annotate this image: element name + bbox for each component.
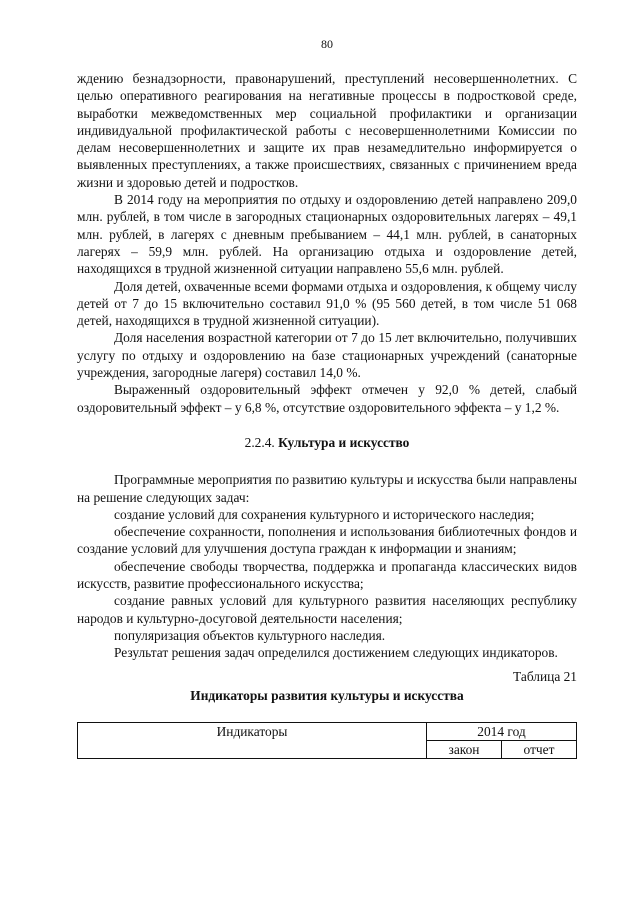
table-header-row [78,723,577,741]
paragraph-health-effect: Выраженный оздоровительный эффект отмечен у 92,0 % детей, слабый оздоровительный эффект – у 6,8 %, отсутствие оздоровительного эффекта – у 1,2 %. [77,382,577,415]
task-item: обеспечение свободы творчества, поддержка и пропаганда классических видов искусств, развитие профессионального искусства; [77,558,577,592]
header-report: отчет [502,741,577,759]
task-item: обеспечение сохранности, пополнения и использования библиотечных фондов и создание условий для улучшения доступа граждан к информации и знаниям; [77,524,577,557]
header-year: 2014 год [427,723,577,741]
indicators-table [77,722,577,759]
header-plan: закон [427,741,502,759]
table-label: Таблица 21 [513,668,577,684]
paragraph-children-share: Доля детей, охваченные всеми формами отдыха и оздоровления, к общему числу детей от 7 до 15 включительно составил 91,0 % (95 560 детей, в том числе 51 068 детей, находящихся в трудной жизненной ситуации). [77,278,577,329]
task-item: популяризация объектов культурного наследия. [114,627,386,643]
task-item: создание равных условий для культурного развития населяющих республику народов и культурно-досуговой деятельности населения; [77,593,577,626]
paragraph-result: Результат решения задач определился достижением следующих индикаторов. [114,645,558,661]
paragraph-funding: В 2014 году на мероприятия по отдыху и оздоровлению детей направлено 209,0 млн. рублей, в том числе в загородных стационарных оздоровительных лагерях – 49,1 млн. рублей, в лагерях с дневным пребыванием – 44,1 млн. рублей, в санаторных лагерях – 59,9 млн. рублей. На организацию отдыха и оздоровление детей, находящихся в трудной жизненной ситуации направлено 55,6 млн. рублей. [77,192,577,277]
table-title: Индикаторы развития культуры и искусства [190,687,464,703]
document-page [77,36,577,759]
section-title: Культура и искусство [278,434,410,450]
section-heading [77,434,577,451]
task-item: создание условий для сохранения культурного и исторического наследия; [114,506,535,522]
paragraph-population-share: Доля населения возрастной категории от 7 до 15 лет включительно, получивших услугу по отдыху и оздоровлению на базе стационарных учреждений (санаторные учреждения, загородные лагеря) составил 14,0 %. [77,330,577,381]
section-number: 2.2.4. [244,434,275,450]
header-indicators: Индикаторы [78,723,427,759]
page-number: 80 [321,37,333,51]
paragraph-intro: Программные мероприятия по развитию культуры и искусства были направлены на решение следующих задач: [77,472,577,505]
paragraph-continuation: ждению безнадзорности, правонарушений, преступлений несовершеннолетних. С целью оперативного реагирования на негативные процессы в подростковой среде, выработки межведомственных мер социальной профилактики и организации индивидуальной профилактической работы с несовершеннолетними Комиссии по делам несовершеннолетних и защите их прав незамедлительно информируется о выявленных преступлениях, а также происшествиях, связанных с причинением вреда жизни и здоровью детей и подростков. [77,71,577,190]
